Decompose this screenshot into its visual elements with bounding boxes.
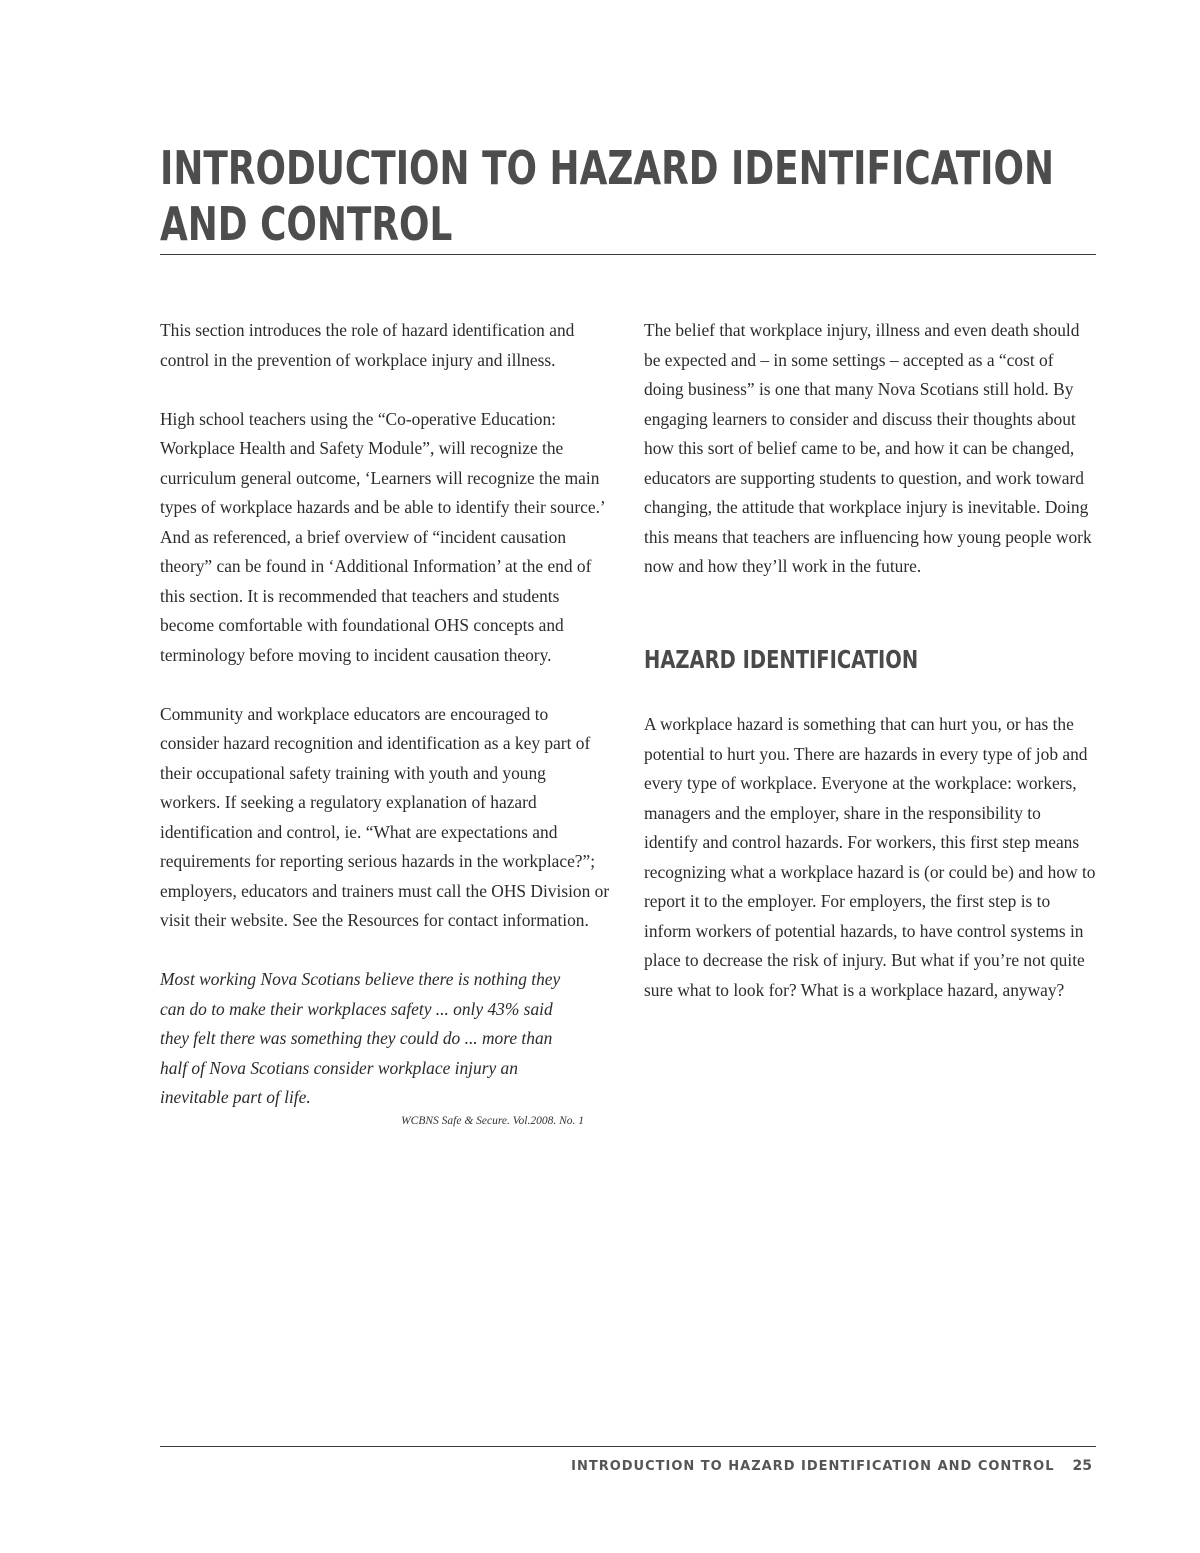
page-title-line-2: AND CONTROL bbox=[160, 197, 453, 251]
paragraph-spacer bbox=[160, 936, 610, 966]
page-number: 25 bbox=[1072, 1458, 1092, 1474]
intro-paragraph: This section introduces the role of hazard identification and control in the prevention of workplace injury and illness. bbox=[160, 320, 575, 370]
left-column bbox=[160, 316, 610, 1129]
page-footer bbox=[571, 1456, 1092, 1476]
paragraph-spacer bbox=[160, 375, 610, 405]
paragraph-spacer bbox=[644, 611, 1096, 641]
hazard-identification-heading: HAZARD IDENTIFICATION bbox=[644, 644, 919, 674]
paragraph-spacer bbox=[644, 681, 1096, 711]
hazard-definition-paragraph: A workplace hazard is something that can hurt you, or has the potential to hurt you. There are hazards in every type of job and every type of workplace. Everyone at the workplace: workers, managers and the employer, share in the responsibility to identify and control hazards. For workers, this first step means recognizing what a workplace hazard is (or could be) and how to report it to the employer. For employers, the first step is to inform workers of potential hazards, to have control systems in place to decrease the risk of injury. But what if you’re not quite sure what to look for? What is a workplace hazard, anyway? bbox=[644, 714, 1096, 1000]
belief-paragraph: The belief that workplace injury, illness and even death should be expected and – in some settings – accepted as a “cost of doing business” is one that many Nova Scotians still hold. By engaging learners to consider and discuss their thoughts about how this sort of belief came to be, and how it can be changed, educators are supporting students to question, and work toward changing, the attitude that workplace injury is inevitable. Doing this means that teachers are influencing how young people work now and how they’ll work in the future. bbox=[644, 320, 1092, 576]
curriculum-paragraph: High school teachers using the “Co-operative Education: Workplace Health and Safety Module”, will recognize the curriculum general outcome, ‘Learners will recognize the main types of workplace hazards and be able to identify their source.’ And as referenced, a brief overview of “incident causation theory” can be found in ‘Additional Information’ at the end of this section. It is recommended that teachers and students become comfortable with foundational OHS concepts and terminology before moving to incident causation theory. bbox=[160, 408, 605, 665]
educators-paragraph: Community and workplace educators are encouraged to consider hazard recognition and identification as a key part of their occupational safety training with youth and young workers. If seeking a regulatory explanation of hazard identification and control, ie. “What are expectations and requirements for reporting serious hazards in the workplace?”; employers, educators and trainers must call the OHS Division or visit their website. See the Resources for contact information. bbox=[160, 703, 610, 930]
title-divider bbox=[160, 254, 1096, 255]
paragraph-spacer bbox=[160, 670, 610, 700]
right-column bbox=[644, 316, 1096, 1005]
paragraph-spacer bbox=[644, 582, 1096, 612]
footer-title: INTRODUCTION TO HAZARD IDENTIFICATION AND CONTROL bbox=[571, 1458, 1055, 1474]
pull-quote: Most working Nova Scotians believe there is nothing they can do to make their workplaces safety ... only 43% said they felt there was something they could do ... more than half of Nova Scotians consider workplace injury an inevitable part of life. bbox=[160, 969, 561, 1107]
page-title bbox=[160, 140, 1096, 252]
footer-divider bbox=[160, 1446, 1096, 1447]
page-title-line-1: INTRODUCTION TO HAZARD IDENTIFICATION bbox=[160, 141, 1055, 195]
pull-quote-source: WCBNS Safe & Secure. Vol.2008. No. 1 bbox=[401, 1114, 584, 1127]
